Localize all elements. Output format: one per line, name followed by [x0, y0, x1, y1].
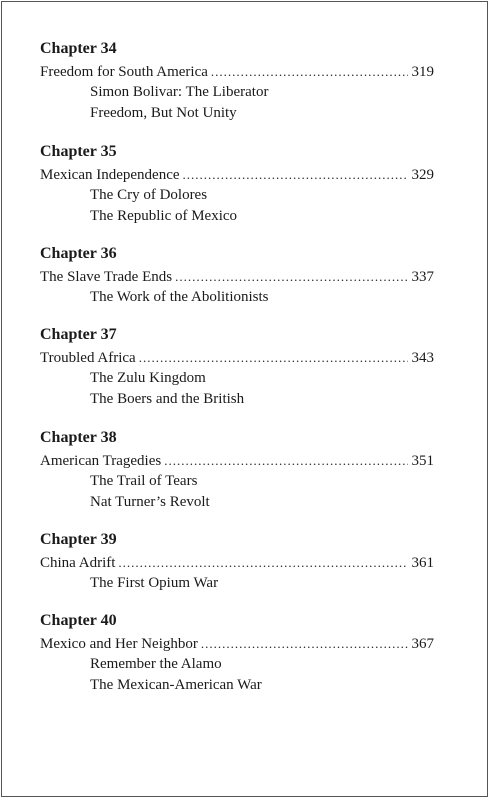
subsection-title: The Work of the Abolitionists	[90, 289, 269, 305]
page-number: 329	[411, 167, 434, 183]
dot-leader	[201, 633, 408, 654]
subsection-title: The Republic of Mexico	[90, 208, 238, 224]
subsection-title: The Cry of Dolores	[90, 187, 208, 203]
dot-leader	[164, 450, 407, 471]
subsection-title: Nat Turner’s Revolt	[90, 494, 210, 510]
subsection-title: Freedom, But Not Unity	[90, 105, 237, 121]
dot-leader	[211, 61, 408, 82]
toc-entry[interactable]	[40, 450, 434, 471]
toc-entry[interactable]	[40, 266, 434, 287]
toc-chapter-40	[40, 611, 434, 696]
chapter-heading: Chapter 39	[40, 531, 117, 548]
page-number: 343	[411, 350, 434, 366]
chapter-title: Mexico and Her Neighbor	[40, 636, 198, 652]
page-number: 367	[411, 636, 434, 652]
subsection-title: The Boers and the British	[90, 391, 245, 407]
chapter-title: Mexican Independence	[40, 167, 180, 183]
toc-chapter-39	[40, 530, 434, 594]
page-number: 351	[411, 453, 434, 469]
toc-entry[interactable]	[40, 633, 434, 654]
subsection-title: The First Opium War	[90, 575, 219, 591]
toc-entry[interactable]	[40, 552, 434, 573]
dot-leader	[175, 266, 407, 287]
chapter-title: Troubled Africa	[40, 350, 136, 366]
chapter-heading: Chapter 35	[40, 143, 117, 160]
toc-chapter-36	[40, 244, 434, 308]
subsection-title: Remember the Alamo	[90, 656, 222, 672]
toc-entry[interactable]	[40, 61, 434, 82]
subsection-title: The Mexican-American War	[90, 677, 262, 693]
page-number: 361	[411, 555, 434, 571]
chapter-heading: Chapter 40	[40, 612, 117, 629]
chapter-title: China Adrift	[40, 555, 116, 571]
page-number: 319	[411, 64, 434, 80]
chapter-heading: Chapter 36	[40, 245, 117, 262]
subsection-title: Simon Bolivar: The Liberator	[90, 84, 269, 100]
page-number: 337	[411, 269, 434, 285]
chapter-heading: Chapter 34	[40, 40, 117, 57]
toc-entry[interactable]	[40, 164, 434, 185]
dot-leader	[183, 164, 408, 185]
toc-chapter-38	[40, 428, 434, 513]
chapter-heading: Chapter 37	[40, 326, 117, 343]
subsection-title: The Zulu Kingdom	[90, 370, 206, 386]
toc-entry[interactable]	[40, 347, 434, 368]
chapter-title: The Slave Trade Ends	[40, 269, 173, 285]
toc-chapter-37	[40, 325, 434, 410]
subsection-title: The Trail of Tears	[90, 473, 198, 489]
chapter-heading: Chapter 38	[40, 429, 117, 446]
chapter-title: American Tragedies	[40, 453, 162, 469]
dot-leader	[118, 552, 407, 573]
chapter-title: Freedom for South America	[40, 64, 208, 80]
toc-chapter-35	[40, 142, 434, 227]
toc-chapter-34	[40, 39, 434, 124]
dot-leader	[139, 347, 408, 368]
